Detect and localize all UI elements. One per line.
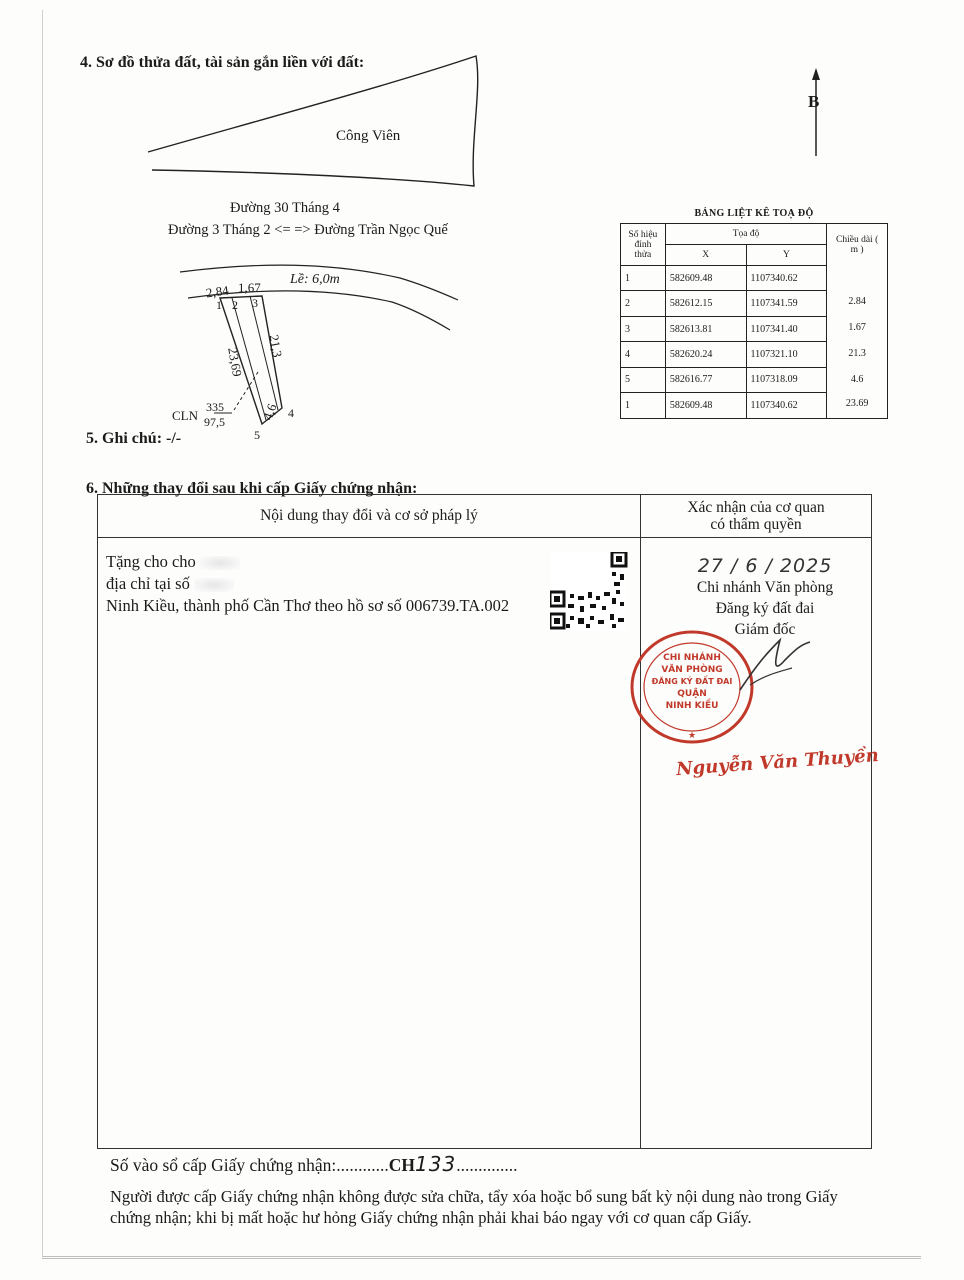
changes-content-header: Nội dung thay đổi và cơ sở pháp lý xyxy=(98,495,641,538)
registry-prefix: CH xyxy=(388,1155,415,1175)
dim-23-69: 23,69 xyxy=(225,346,246,378)
footer-note: Người được cấp Giấy chứng nhận không được sửa chữa, tẩy xóa hoặc bổ sung bất kỳ nội dung nào trong Giấy chứng nhận; khi bị mất hoặc hư hỏng Giấy chứng nhận phải khai báo ngay với cơ quan cấp Giấy. xyxy=(110,1187,838,1227)
cell-x: 582612.15 xyxy=(665,291,746,316)
signer-role: Giám đốc xyxy=(734,621,796,638)
length-value: 21.3 xyxy=(848,347,866,359)
qr-code xyxy=(550,552,628,630)
registry-number: 133 xyxy=(415,1152,457,1176)
seal-text-4: QUẬN xyxy=(677,689,707,699)
cell-y: 1107341.59 xyxy=(746,291,827,316)
cell-x: 582620.24 xyxy=(665,342,746,367)
col-coordinates: Tọa độ xyxy=(665,224,826,245)
cln-area: 97,5 xyxy=(204,415,225,429)
svg-text:★: ★ xyxy=(687,731,697,741)
cell-vertex: 4 xyxy=(621,342,666,367)
seal-text-5: NINH KIỀU xyxy=(665,701,719,711)
point-3-label: 3 xyxy=(252,296,258,310)
registry-line: Số vào sổ cấp Giấy chứng nhận:............CH133.............. xyxy=(110,1152,518,1176)
col-x: X xyxy=(665,245,746,266)
handwritten-signature xyxy=(730,630,830,700)
registry-label: Số vào sổ cấp Giấy chứng nhận:............ xyxy=(110,1155,389,1175)
cell-y: 1107341.40 xyxy=(746,316,827,341)
cell-y: 1107318.09 xyxy=(746,367,827,392)
redacted-area xyxy=(200,556,240,570)
signer-name: Nguyễn Văn Thuyền xyxy=(675,744,880,781)
change-line-3: Ninh Kiều, thành phố Cần Thơ theo hồ sơ số 006739.TA.002 xyxy=(106,596,510,615)
section-4-title: 4. Sơ đồ thửa đất, tài sản gắn liền với đất: xyxy=(80,54,365,71)
cell-vertex: 5 xyxy=(621,367,666,392)
dim-1-67: 1,67 xyxy=(238,280,261,295)
cell-y: 1107340.62 xyxy=(746,393,827,418)
lengths-column xyxy=(827,266,888,419)
redacted-area xyxy=(194,578,234,592)
length-value: 2.84 xyxy=(848,295,866,307)
length-value: 23.69 xyxy=(845,397,869,409)
authority-header xyxy=(641,495,871,538)
cell-x: 582609.48 xyxy=(665,266,746,291)
seal-text-2: VĂN PHÒNG xyxy=(661,665,723,675)
seal-text-1: CHI NHÁNH xyxy=(663,653,721,663)
seal-text-3: ĐĂNG KÝ ĐẤT ĐAI xyxy=(651,677,733,686)
org-line-2: Đăng ký đất đai xyxy=(715,600,815,617)
authority-header-line2: có thẩm quyền xyxy=(710,516,802,533)
dim-2-84: 2,84 xyxy=(204,282,230,301)
cell-y: 1107340.62 xyxy=(746,266,827,291)
cln-number: 335 xyxy=(206,400,224,414)
change-content xyxy=(106,551,626,617)
cell-x: 582609.48 xyxy=(665,393,746,418)
road-label-2: Đường 3 Tháng 2 <= => Đường Trần Ngọc Quế xyxy=(168,222,448,238)
length-value: 4.6 xyxy=(850,373,864,385)
cell-x: 582613.81 xyxy=(665,316,746,341)
cell-x: 582616.77 xyxy=(665,367,746,392)
cln-label: CLN xyxy=(172,408,198,423)
point-4-label: 4 xyxy=(288,406,294,420)
coordinate-table-caption: BẢNG LIỆT KÊ TOẠ ĐỘ xyxy=(694,208,814,219)
cell-vertex: 2 xyxy=(621,291,666,316)
dim-4-6: 4,6 xyxy=(259,401,280,423)
point-1-label: 1 xyxy=(216,298,222,312)
north-label: B xyxy=(808,92,820,111)
cell-vertex: 1 xyxy=(621,266,666,291)
confirmation-date: 27 / 6 / 2025 xyxy=(697,555,833,577)
change-line-1: Tặng cho cho xyxy=(106,552,196,571)
park-boundary xyxy=(148,56,478,186)
coordinate-table xyxy=(620,208,888,419)
change-line-2: địa chỉ tại số xyxy=(106,574,190,593)
col-length: Chiều dài ( m ) xyxy=(827,224,888,266)
point-2-label: 2 xyxy=(232,298,238,312)
org-line-1: Chi nhánh Văn phòng xyxy=(696,579,834,596)
setback-label: Lề: 6,0m xyxy=(290,272,340,287)
section-5-note: 5. Ghi chú: -/- xyxy=(86,430,182,447)
point-5-label: 5 xyxy=(254,428,260,442)
table-row xyxy=(621,266,888,291)
authority-header-line1: Xác nhận của cơ quan xyxy=(687,499,825,516)
north-arrow-head xyxy=(812,68,820,80)
cell-vertex: 3 xyxy=(621,316,666,341)
park-label: Công Viên xyxy=(336,128,401,144)
cell-y: 1107321.10 xyxy=(746,342,827,367)
col-y: Y xyxy=(746,245,827,266)
dim-21-3: 21,3 xyxy=(266,333,286,359)
road-label-1: Đường 30 Tháng 4 xyxy=(230,200,340,216)
col-vertex-number: Số hiệu đỉnh thửa xyxy=(621,224,666,266)
cell-vertex: 1 xyxy=(621,393,666,418)
length-value: 1.67 xyxy=(848,321,866,333)
section-6-title: 6. Những thay đổi sau khi cấp Giấy chứng nhận: xyxy=(86,480,418,497)
